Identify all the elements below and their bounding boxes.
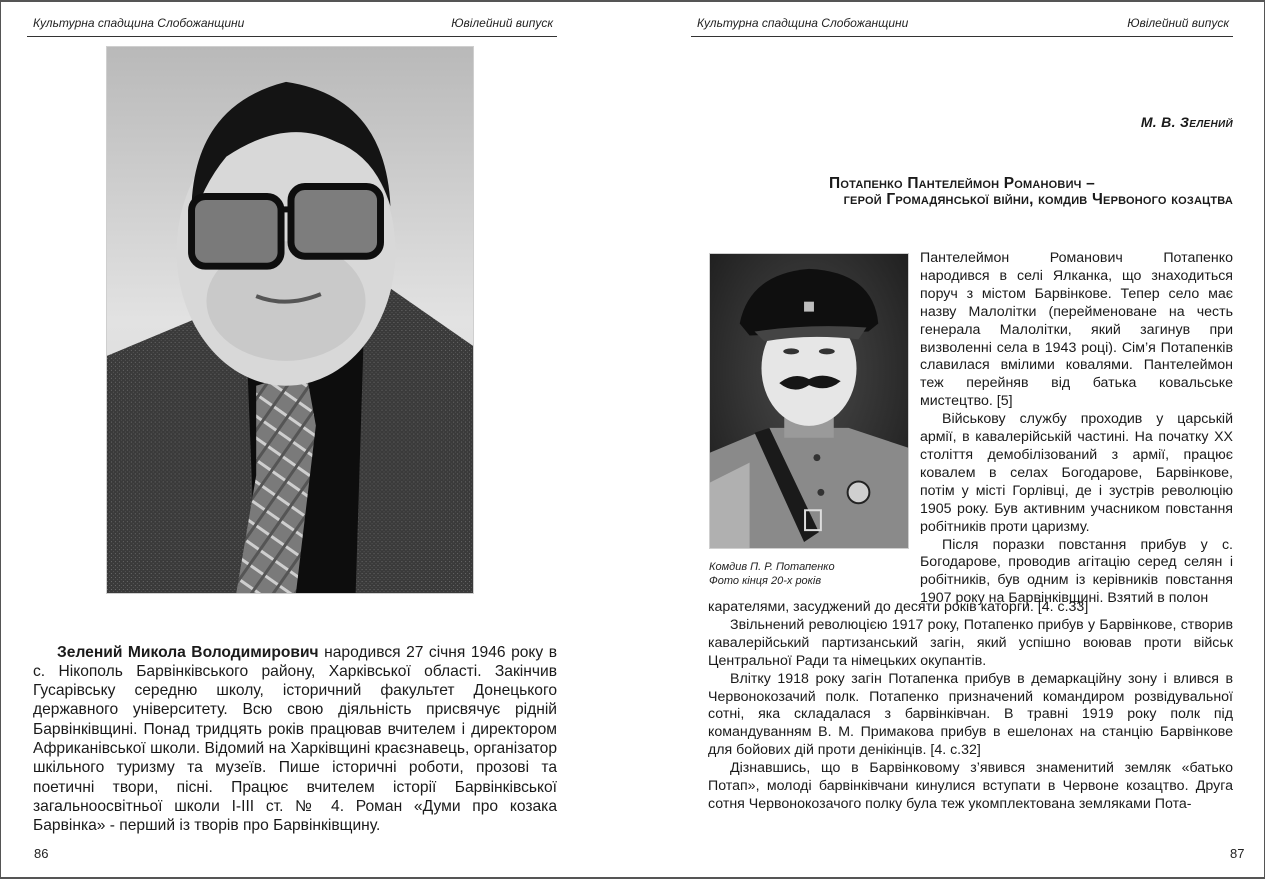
portrait-soldier-cap-icon: [710, 254, 908, 548]
article-title-line-1: Потапенко Пантелеймон Романович –: [829, 175, 1095, 192]
left-page: [0, 0, 633, 881]
paragraph-3: Після поразки повстання прибув у с. Богодарове, проводив агітацію серед селян і робітників, був одним із керівників повстання 1907 року на Барвінківщині. Взятий в полон: [920, 536, 1233, 607]
journal-title: Культурна спадщина Слобожанщини: [33, 16, 245, 30]
biography-text: народився 27 січня 1946 року в с. Нікополь Барвінківського району, Харківської області. Закінчив Гусарівську середню школу, історичний факультет Донецького державного університету. Всю свою діяльність присвячує рідній Барвінківщині. Понад тридцять років працював вчителем і директором Африканівської школи. Відомий на Харківщині краєзнавець, організатор шкільного туризму та музеїв. Пише історичні роботи, прозові та поетичні твори, пісні. Працює вчителем історії Барвінківської загальноосвітньої школи І-ІІІ ст. № 4. Роман «Думи про козака Барвінка» - перший із творів про Барвінківщину.: [33, 643, 557, 835]
running-head-right-page: [691, 14, 1233, 37]
author-name: Зелений Микола Володимирович: [57, 643, 319, 661]
page-number-right: 87: [1230, 846, 1245, 861]
article-title: [691, 176, 1233, 208]
paragraph-3-continued: карателями, засуджений до десяти років каторги. [4. с.33]: [708, 599, 1089, 615]
page-number-left: 86: [34, 846, 49, 861]
wrapped-text-column: [920, 250, 1233, 608]
paragraph-2: Військову службу проходив у царській армії, в кавалерійській частині. На початку ХХ століття демобілізований з армії, працює ковалем в селах Богодарове, Барвінкове, потім у місті Горлівці, де і зустрів революцію 1905 року. Був активним учасником повстання робітників проти царизму.: [920, 411, 1233, 535]
photo-caption: [709, 560, 835, 588]
author-biography: [33, 643, 557, 836]
paragraph-1: Пантелеймон Романович Потапенко народився в селі Ялканка, що знаходиться поруч з містом Барвінкове. Тепер село має назву Малолітки (перейменоване на честь генерала Малолітки, який загинув при визволенні села в 1943 році). Сім’я Потапенків славилася вмілими ковалями. Пантелеймон теж перейняв від батька ковальське мистецтво. [5]: [920, 250, 1233, 410]
right-page: [634, 0, 1267, 881]
photo-caption-line-1: Комдив П. Р. Потапенко: [709, 561, 835, 573]
article-title-line-2: герой Громадянської війни, комдив Червоного козацтва: [843, 191, 1233, 208]
portrait-man-glasses-icon: [107, 47, 473, 593]
portrait-photo-zelenyi: [106, 46, 474, 594]
running-head-left-page: [27, 14, 557, 37]
portrait-photo-potapenko: [709, 253, 909, 549]
article-author: М. В. Зелений: [1140, 114, 1233, 130]
paragraph-6: Дізнавшись, що в Барвінковому з’явився знаменитий земляк «батько Потап», молоді барвінківчани кинулися вступати в Червоне козацтво. Друга сотня Червонокозачого полку була теж укомплектована земляками Пота-: [708, 760, 1233, 812]
journal-title: Культурна спадщина Слобожанщини: [697, 16, 909, 30]
paragraph-4: Звільнений революцією 1917 року, Потапенко прибув у Барвінкове, створив кавалерійський партизанський загін, який успішно воював проти військ Центральної Ради та німецьких окупантів.: [708, 616, 1233, 669]
issue-label: Ювілейний випуск: [451, 16, 553, 30]
full-width-text: [708, 599, 1233, 814]
issue-label: Ювілейний випуск: [1127, 16, 1229, 30]
paragraph-5: Влітку 1918 року загін Потапенка прибув в демаркаційну зону і влився в Червонокозачий полк. Потапенко призначений командиром розвідувальної сотні, яка складалася з барвінківчан. В травні 1919 року полк під командуванням В. М. Примакова прибув в ешелонах на станцію Барвінкове для бойових дій проти денікінців. [4. с.32]: [708, 670, 1233, 759]
photo-caption-line-2: Фото кінця 20-х років: [709, 575, 822, 587]
